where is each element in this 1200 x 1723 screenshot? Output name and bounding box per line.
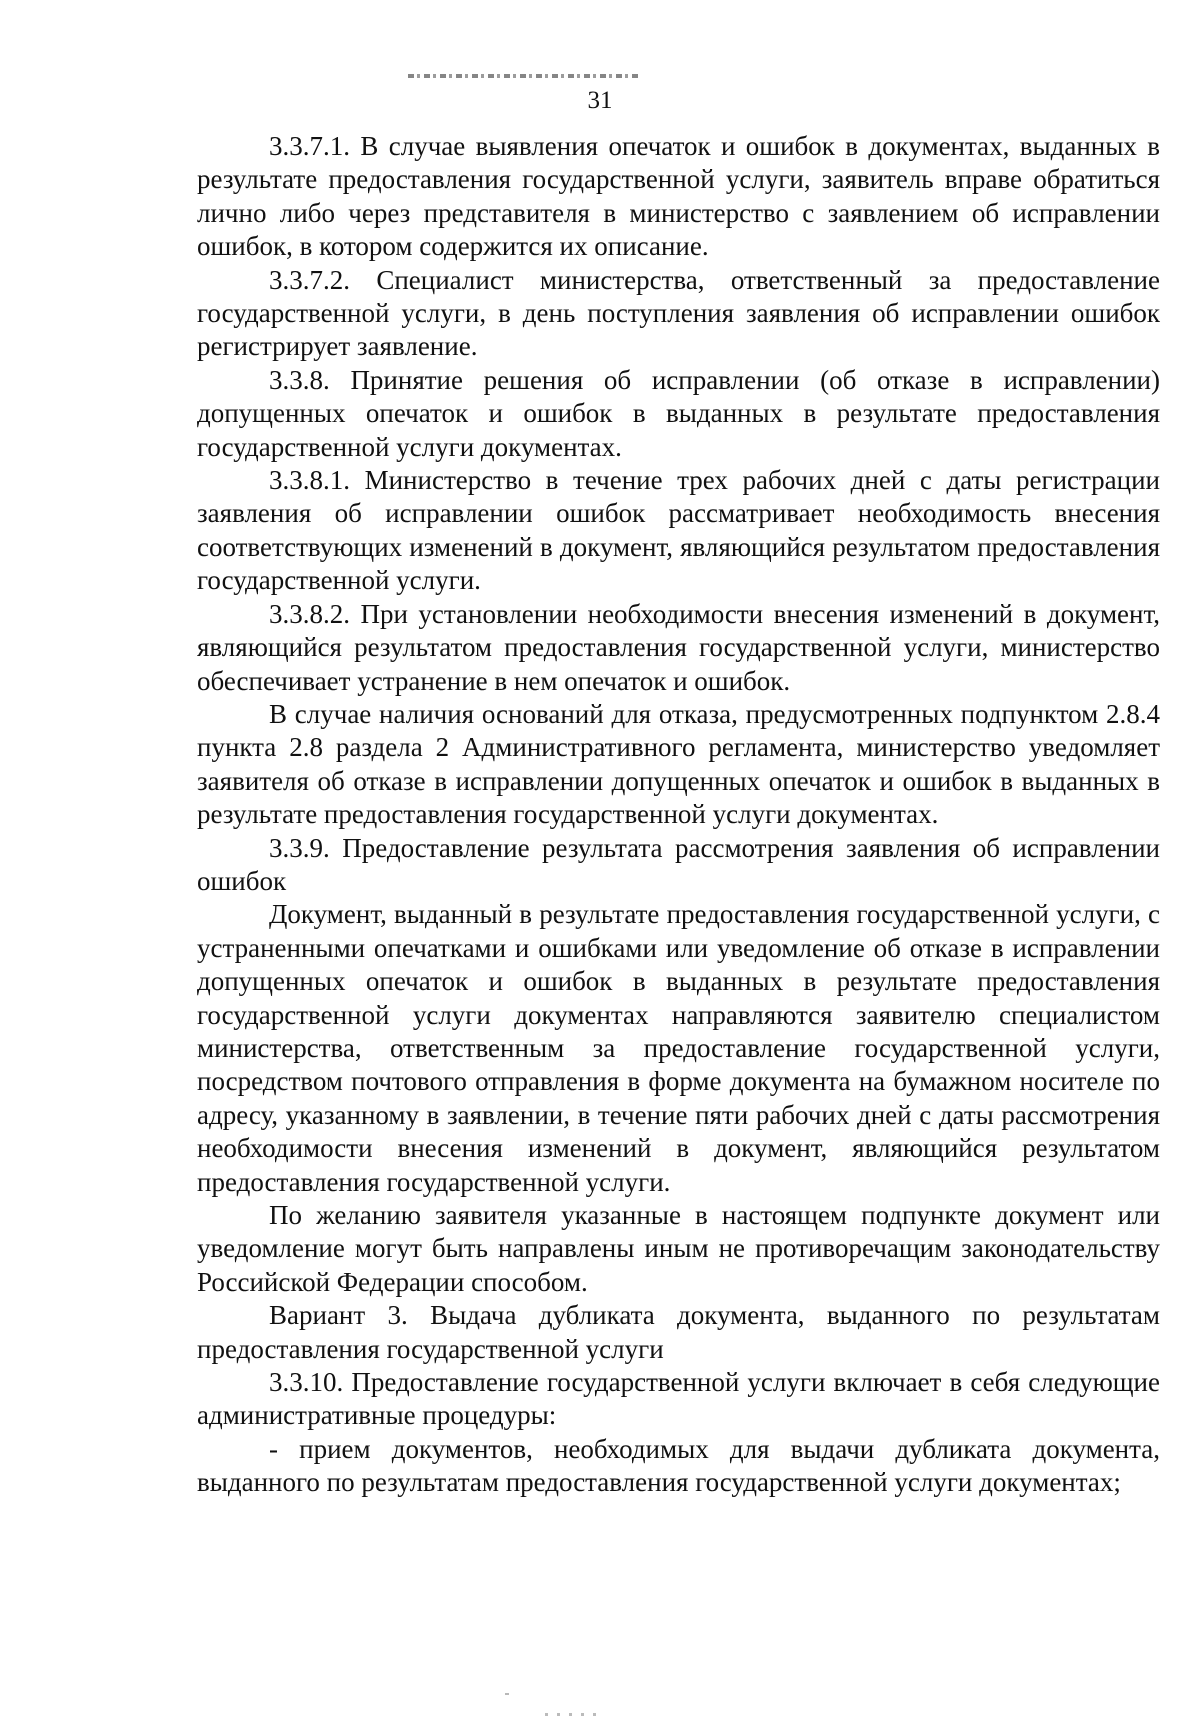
paragraph-document-delivery: Документ, выданный в результате предоставления государственной услуги, с устраненными опечатками и ошибками или уведомление об отказе в исправлении допущенных опечаток и ошибок в выданных в результате предоставления государственной услуги документах направляются заявителю специалистом министерства, ответственным за предоставление государственной услуги, посредством почтового отправления в форме документа на бумажном носителе по адресу, указанному в заявлении, в течение пяти рабочих дней с даты рассмотрения необходимости внесения изменений в документ, являющийся результатом предоставления государственной услуги.	[197, 899, 1160, 1197]
scan-artifact-bottom	[545, 1713, 605, 1716]
paragraph-refusal-case: В случае наличия оснований для отказа, предусмотренных подпунктом 2.8.4 пункта 2.8 раздела 2 Административного регламента, министерство уведомляет заявителя об отказе в исправлении допущенных опечаток и ошибок в выданных в результате предоставления государственной услуги документах.	[197, 698, 1160, 830]
paragraph-variant-3: Вариант 3. Выдача дубликата документа, выданного по результатам предоставления государственной услуги	[197, 1300, 1160, 1364]
paragraph-3-3-7-1: 3.3.7.1. В случае выявления опечаток и ошибок в документах, выданных в результате предоставления государственной услуги, заявитель вправе обратиться лично либо через представителя в министерство с заявлением об исправлении ошибок, в котором содержится их описание.	[197, 131, 1160, 262]
document-body	[197, 130, 1160, 1500]
paragraph-3-3-7-2: 3.3.7.2. Специалист министерства, ответственный за предоставление государственной услуги, в день поступления заявления об исправлении ошибок регистрирует заявление.	[197, 264, 1160, 362]
scan-artifact-dot	[505, 1693, 509, 1695]
paragraph-3-3-10: 3.3.10. Предоставление государственной услуги включает в себя следующие административные процедуры:	[197, 1367, 1160, 1431]
paragraph-list-item-reception: - прием документов, необходимых для выдачи дубликата документа, выданного по результатам предоставления государственной услуги документах;	[197, 1433, 1160, 1498]
page-number: 31	[587, 87, 613, 114]
paragraph-3-3-8-1: 3.3.8.1. Министерство в течение трех рабочих дней с даты регистрации заявления об исправлении ошибок рассматривает необходимость внесения соответствующих изменений в документ, являющийся результатом предоставления государственной услуги.	[197, 465, 1160, 596]
scan-artifact	[408, 74, 640, 78]
paragraph-3-3-8: 3.3.8. Принятие решения об исправлении (об отказе в исправлении) допущенных опечаток и ошибок в выданных в результате предоставления государственной услуги документах.	[197, 364, 1160, 462]
paragraph-3-3-9: 3.3.9. Предоставление результата рассмотрения заявления об исправлении ошибок	[197, 832, 1160, 896]
paragraph-applicant-request: По желанию заявителя указанные в настоящем подпункте документ или уведомление могут быть направлены иным не противоречащим законодательству Российской Федерации способом.	[197, 1200, 1160, 1297]
paragraph-3-3-8-2: 3.3.8.2. При установлении необходимости внесения изменений в документ, являющийся результатом предоставления государственной услуги, министерство обеспечивает устранение в нем опечаток и ошибок.	[197, 598, 1160, 696]
